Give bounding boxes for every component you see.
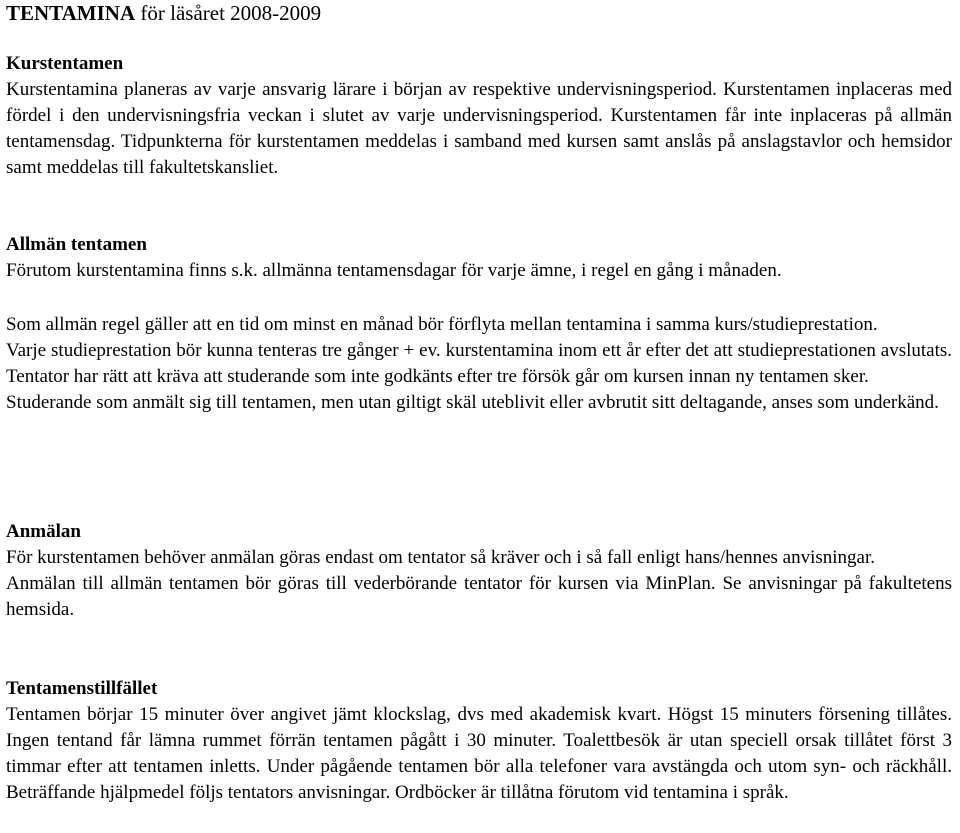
section-allman-tentamen <box>6 232 952 284</box>
section-paragraph: Varje studieprestation bör kunna tenteras tre gånger + ev. kurstentamina inom ett år efter det att studieprestationen avslutats. Tentator har rätt att kräva att studerande som inte godkänts efter tre försök går om kursen innan ny tentamen sker. <box>6 340 952 387</box>
section-paragraph: Studerande som anmält sig till tentamen, men utan giltigt skäl uteblivit eller avbrutit sitt deltagande, anses som underkänd. <box>6 392 939 413</box>
section-anmalan <box>6 519 952 623</box>
section-tentamenstillfallet <box>6 676 952 806</box>
section-paragraph: Tentamen börjar 15 minuter över angivet jämt klockslag, dvs med akademisk kvart. Högst 15 minuters försening tillåtes. Ingen tentand får lämna rummet förrän tentamen pågått i 30 minuter. Toalettbesök är utan speciell orsak tillåtet först 3 timmar efter att tentamen inletts. Under pågående tentamen bör alla telefoner vara avstängda och utom syn- och räckhåll. Beträffande hjälpmedel följs tentators anvisningar. Ordböcker är tillåtna förutom vid tentamina i språk. <box>6 704 952 803</box>
section-heading: Kurstentamen <box>6 53 124 74</box>
document-title-bold: TENTAMINA <box>6 1 136 25</box>
section-paragraph: Kurstentamina planeras av varje ansvarig lärare i början av respektive undervisningsperiod. Kurstentamen inplaceras med fördel i den undervisningsfria veckan i slutet av varje undervisningsperiod. Kurstentamen får inte inplaceras på allmän tentamensdag. Tidpunkterna för kurstentamen meddelas i samband med kursen samt anslås på anslagstavlor och hemsidor samt meddelas till fakultetskansliet. <box>6 79 952 178</box>
section-paragraph: Anmälan till allmän tentamen bör göras till vederbörande tentator för kursen via MinPlan. Se anvisningar på fakultetens hemsida. <box>6 573 952 620</box>
document-title <box>6 0 321 26</box>
section-kurstentamen <box>6 51 952 181</box>
section-paragraph: För kurstentamen behöver anmälan göras endast om tentator så kräver och i så fall enligt hans/hennes anvisningar. <box>6 547 875 568</box>
section-paragraph: Förutom kurstentamina finns s.k. allmänna tentamensdagar för varje ämne, i regel en gång i månaden. <box>6 260 782 281</box>
section-allman-tentamen-rules <box>6 312 952 416</box>
section-heading: Anmälan <box>6 521 81 542</box>
section-paragraph: Som allmän regel gäller att en tid om minst en månad bör förflyta mellan tentamina i samma kurs/studieprestation. <box>6 314 878 335</box>
document-title-rest: för läsåret 2008-2009 <box>135 1 322 25</box>
section-heading: Allmän tentamen <box>6 234 147 255</box>
section-heading: Tentamenstillfället <box>6 678 158 699</box>
